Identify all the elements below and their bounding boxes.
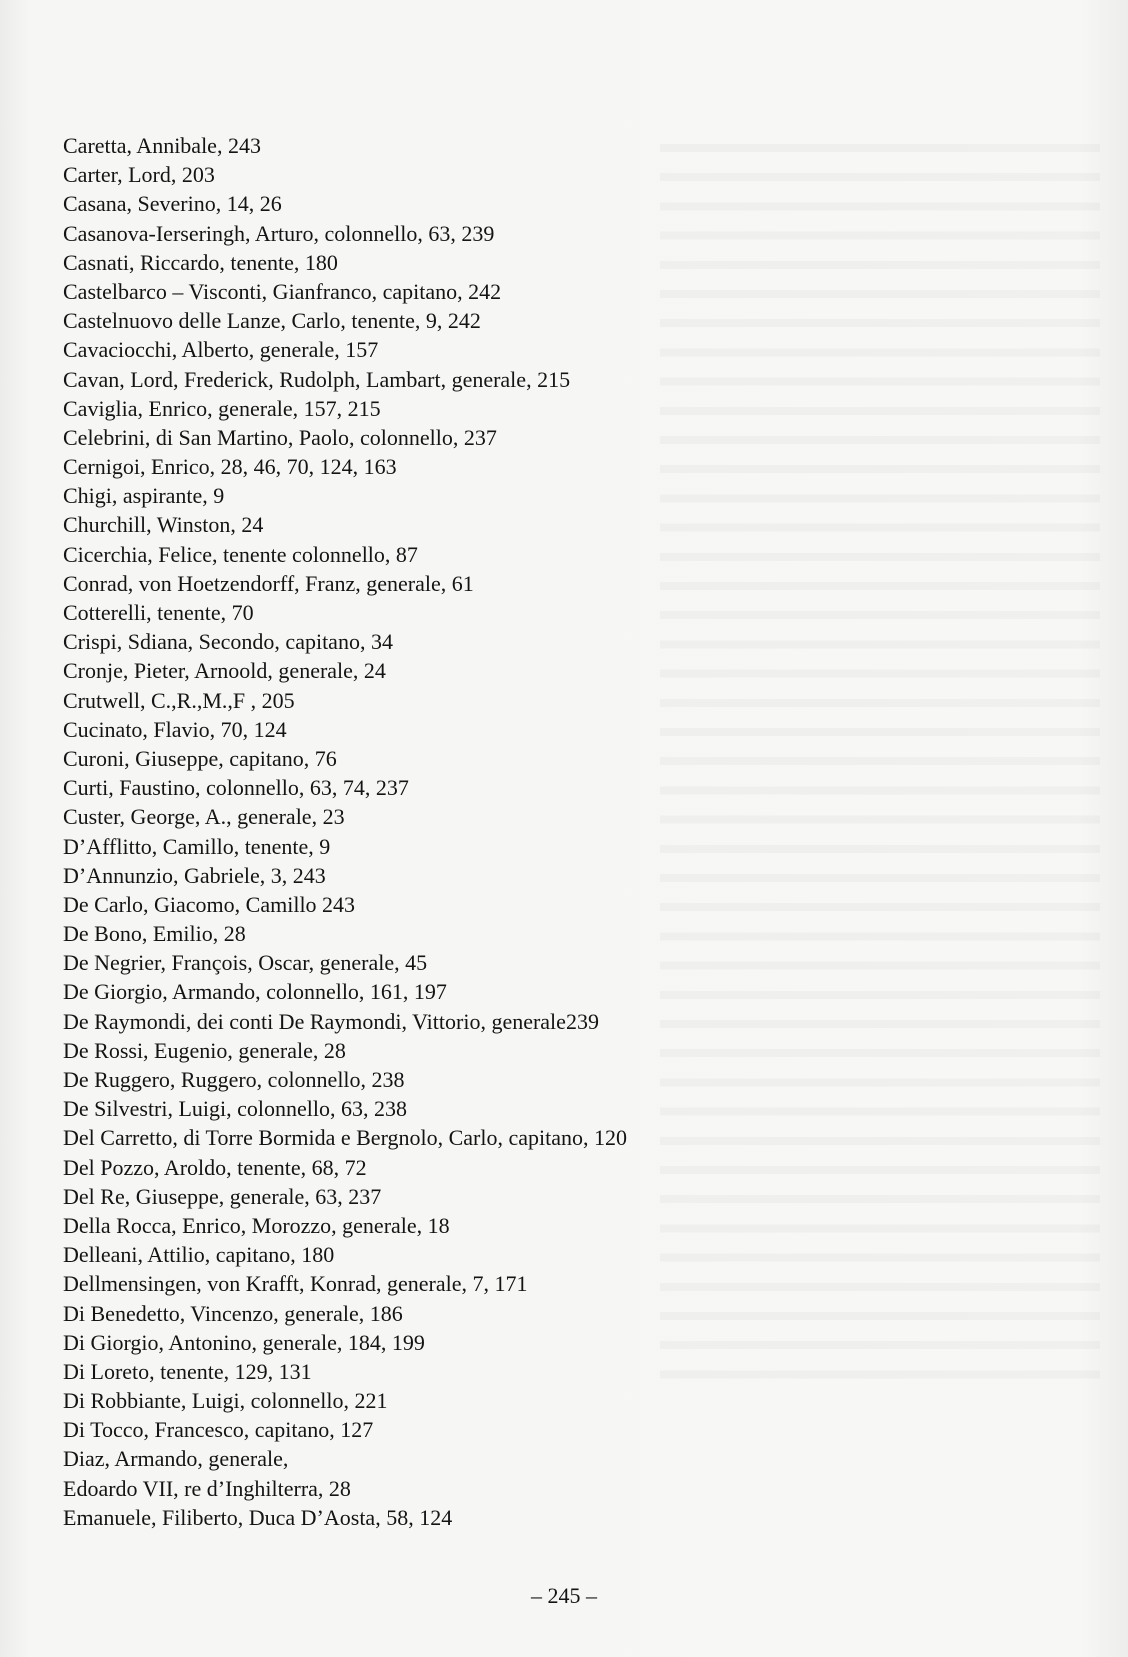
index-entry: Diaz, Armando, generale, — [63, 1446, 289, 1472]
index-entry: Cicerchia, Felice, tenente colonnello, 87 — [63, 541, 418, 567]
index-entry: De Silvestri, Luigi, colonnello, 63, 238 — [63, 1096, 408, 1122]
index-entry: Cavan, Lord, Frederick, Rudolph, Lambart, generale, 215 — [63, 366, 571, 392]
index-entry: Crispi, Sdiana, Secondo, capitano, 34 — [63, 629, 393, 655]
index-entry: De Raymondi, dei conti De Raymondi, Vittorio, generale239 — [63, 1008, 599, 1034]
index-entry: Di Tocco, Francesco, capitano, 127 — [63, 1417, 374, 1443]
index-entry: Churchill, Winston, 24 — [63, 512, 264, 538]
index-entry: Casnati, Riccardo, tenente, 180 — [63, 249, 338, 275]
index-entry: Curoni, Giuseppe, capitano, 76 — [63, 745, 337, 771]
index-entry: Caviglia, Enrico, generale, 157, 215 — [63, 395, 381, 421]
index-entry: Castelnuovo delle Lanze, Carlo, tenente, 9, 242 — [63, 308, 481, 334]
index-entry: De Carlo, Giacomo, Camillo 243 — [63, 891, 356, 917]
index-entry: Cucinato, Flavio, 70, 124 — [63, 716, 287, 742]
index-entry: Di Loreto, tenente, 129, 131 — [63, 1358, 312, 1384]
index-entry: De Bono, Emilio, 28 — [63, 921, 246, 947]
index-entry: Del Pozzo, Aroldo, tenente, 68, 72 — [63, 1154, 367, 1180]
index-entry: Del Re, Giuseppe, generale, 63, 237 — [63, 1183, 382, 1209]
index-entry: Casana, Severino, 14, 26 — [63, 191, 282, 217]
index-entry: Chigi, aspirante, 9 — [63, 483, 225, 509]
index-entry: Di Benedetto, Vincenzo, generale, 186 — [63, 1300, 403, 1326]
index-entry: De Rossi, Eugenio, generale, 28 — [63, 1037, 346, 1063]
index-entry: Crutwell, C.,R.,M.,F , 205 — [63, 687, 295, 713]
index-entry: Dellmensingen, von Krafft, Konrad, generale, 7, 171 — [63, 1271, 528, 1297]
index-entry: Cronje, Pieter, Arnoold, generale, 24 — [63, 658, 386, 684]
index-entry: Del Carretto, di Torre Bormida e Bergnolo, Carlo, capitano, 120 — [63, 1125, 628, 1151]
index-entry: Carter, Lord, 203 — [63, 162, 215, 188]
index-entry: Custer, George, A., generale, 23 — [63, 804, 345, 830]
index-entry: Caretta, Annibale, 243 — [63, 133, 261, 158]
index-entry: Della Rocca, Enrico, Morozzo, generale, 18 — [63, 1212, 450, 1238]
index-entry: Di Robbiante, Luigi, colonnello, 221 — [63, 1388, 388, 1414]
index-entry: Di Giorgio, Antonino, generale, 184, 199 — [63, 1329, 425, 1355]
index-entry: De Ruggero, Ruggero, colonnello, 238 — [63, 1067, 405, 1092]
index-entry: Emanuele, Filiberto, Duca D’Aosta, 58, 124 — [63, 1504, 453, 1530]
index-entry: D’Afflitto, Camillo, tenente, 9 — [63, 833, 331, 859]
index-entry: Castelbarco – Visconti, Gianfranco, capitano, 242 — [63, 278, 502, 304]
index-list — [63, 131, 1063, 1532]
index-entry: Cernigoi, Enrico, 28, 46, 70, 124, 163 — [63, 454, 397, 480]
index-entry: De Negrier, François, Oscar, generale, 45 — [63, 950, 428, 976]
index-entry: Edoardo VII, re d’Inghilterra, 28 — [63, 1475, 351, 1501]
index-entry: Celebrini, di San Martino, Paolo, colonnello, 237 — [63, 424, 497, 450]
index-entry: Cotterelli, tenente, 70 — [63, 600, 254, 625]
index-entry: Cavaciocchi, Alberto, generale, 157 — [63, 337, 379, 363]
page-number: – 245 – — [531, 1583, 597, 1608]
index-entry: D’Annunzio, Gabriele, 3, 243 — [63, 862, 326, 888]
index-entry: Delleani, Attilio, capitano, 180 — [63, 1242, 335, 1268]
index-entry: Curti, Faustino, colonnello, 63, 74, 237 — [63, 775, 409, 801]
index-entry: De Giorgio, Armando, colonnello, 161, 197 — [63, 979, 447, 1005]
index-entry: Conrad, von Hoetzendorff, Franz, generale, 61 — [63, 570, 474, 596]
index-entry: Casanova-Ierseringh, Arturo, colonnello, 63, 239 — [63, 220, 495, 246]
